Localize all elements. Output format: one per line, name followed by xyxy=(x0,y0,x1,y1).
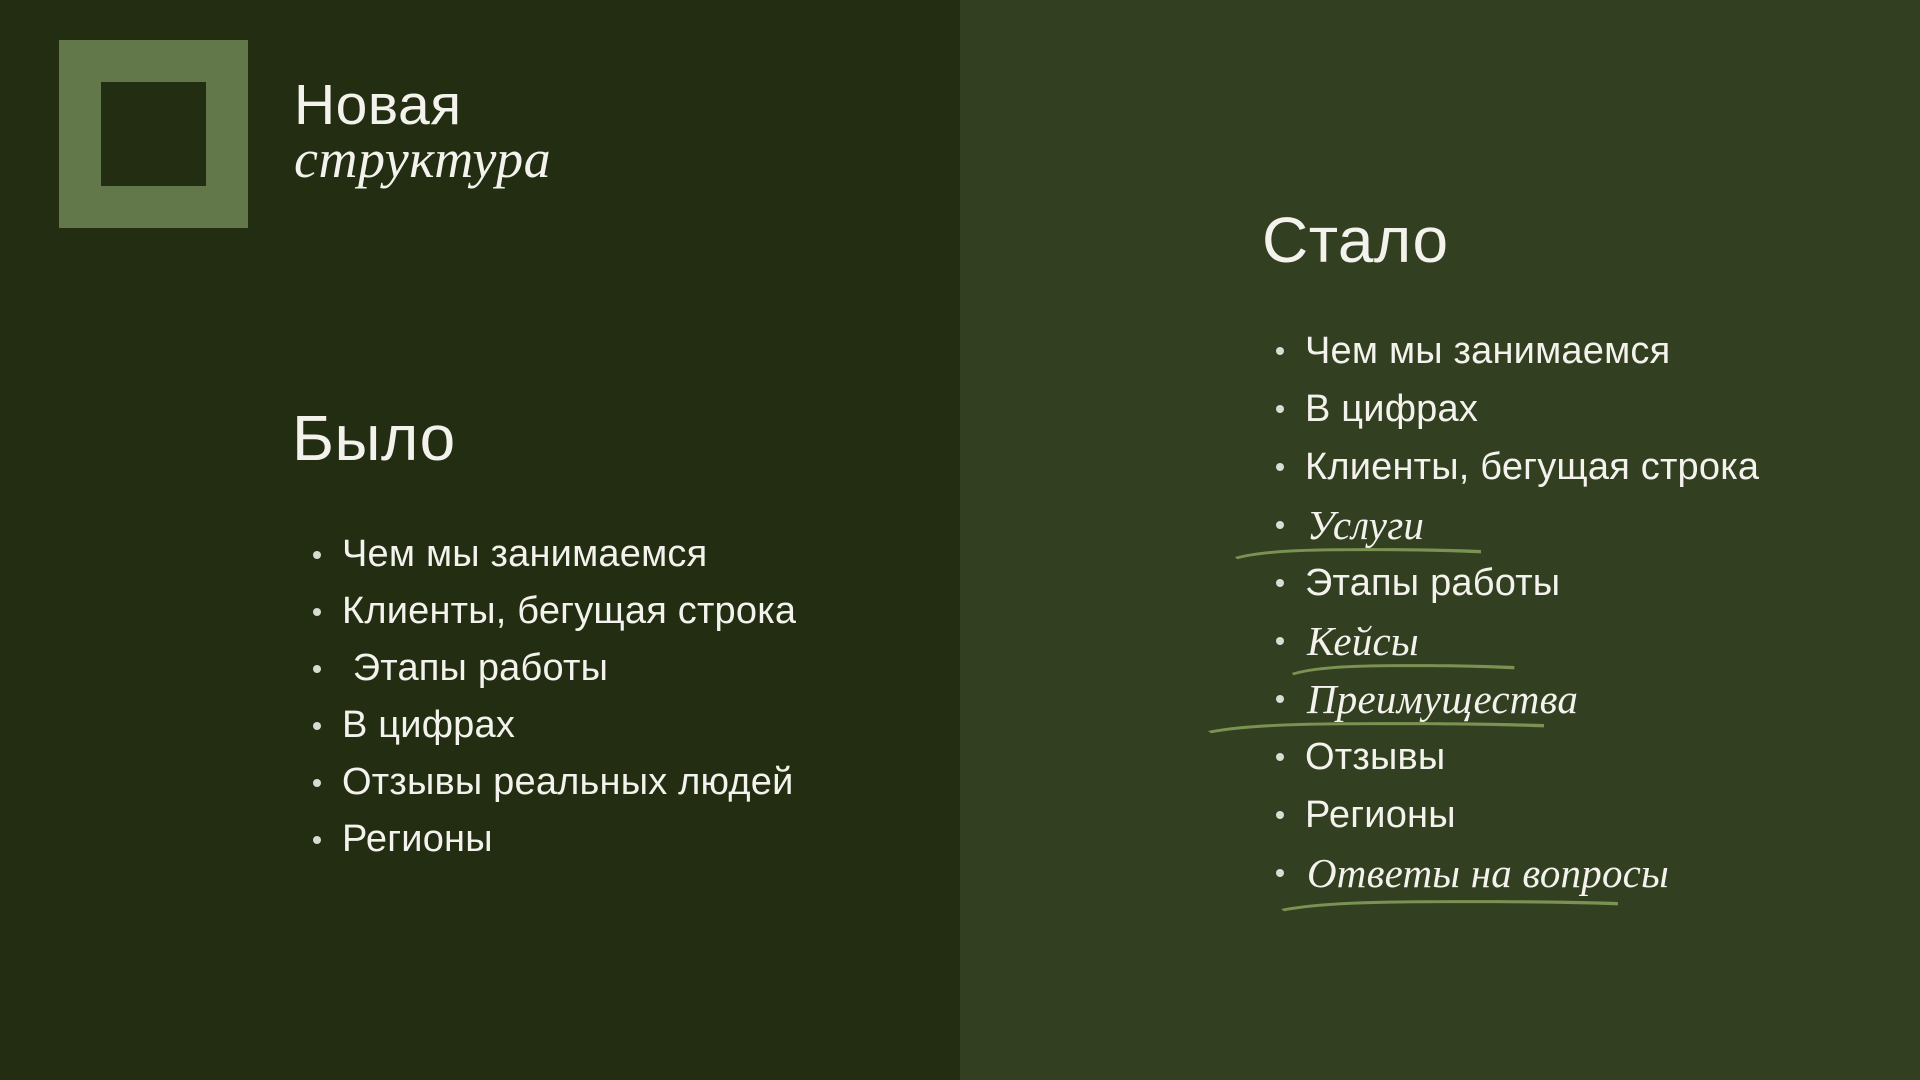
list-item xyxy=(1276,728,1759,786)
list-item xyxy=(1276,380,1759,438)
bullet-icon xyxy=(1276,579,1284,587)
list-item-label: Клиенты, бегущая строка xyxy=(342,590,797,632)
logo-mark xyxy=(59,40,248,228)
list-item-label: Этапы работы xyxy=(1305,561,1561,604)
list-item-label: В цифрах xyxy=(342,704,516,746)
list-item xyxy=(1276,554,1759,612)
logo-inner-square-icon xyxy=(101,82,206,186)
list-item-label: Клиенты, бегущая строка xyxy=(1305,445,1760,488)
bullet-icon xyxy=(313,665,321,673)
list-item-label: Услуги xyxy=(1307,502,1425,548)
list-item xyxy=(1276,786,1759,844)
list-item-label: Регионы xyxy=(1305,793,1456,836)
list-item xyxy=(313,583,796,640)
list-item-label: Кейсы xyxy=(1307,618,1419,664)
list-item-label: Регионы xyxy=(342,818,493,860)
bullet-icon xyxy=(1276,405,1284,413)
bullet-icon xyxy=(313,608,321,616)
list-item xyxy=(1276,612,1759,670)
bullet-icon xyxy=(313,779,321,787)
list-item xyxy=(313,526,796,583)
bullet-icon xyxy=(1276,463,1284,471)
now-heading: Стало xyxy=(1262,204,1449,276)
list-item-label: Этапы работы xyxy=(342,647,609,689)
list-item-label: Отзывы xyxy=(1305,735,1446,778)
slide-title-line-1: Новая xyxy=(294,73,462,137)
list-item xyxy=(313,811,796,868)
bullet-icon xyxy=(1276,521,1284,529)
list-item-label: Чем мы занимаемся xyxy=(1305,329,1671,372)
list-item-label: Отзывы реальных людей xyxy=(342,761,794,803)
list-item xyxy=(313,754,796,811)
was-list xyxy=(313,526,796,868)
bullet-icon xyxy=(313,551,321,559)
bullet-icon xyxy=(313,722,321,730)
list-item-label: Чем мы занимаемся xyxy=(342,533,708,575)
bullet-icon xyxy=(1276,811,1284,819)
list-item xyxy=(1276,322,1759,380)
was-heading: Было xyxy=(292,402,456,474)
list-item xyxy=(1276,496,1759,554)
bullet-icon xyxy=(1276,869,1284,877)
bullet-icon xyxy=(1276,637,1284,645)
list-item xyxy=(1276,844,1759,902)
list-item-label: Преимущества xyxy=(1307,676,1579,722)
list-item xyxy=(313,697,796,754)
list-item xyxy=(313,640,796,697)
bullet-icon xyxy=(1276,347,1284,355)
list-item-label: Ответы на вопросы xyxy=(1307,850,1670,896)
list-item xyxy=(1276,438,1759,496)
highlight-underline xyxy=(1277,896,1622,912)
slide-title xyxy=(294,73,552,189)
bullet-icon xyxy=(1276,753,1284,761)
bullet-icon xyxy=(313,836,321,844)
slide-title-line-2: структура xyxy=(294,129,552,189)
list-item xyxy=(1276,670,1759,728)
bullet-icon xyxy=(1276,695,1284,703)
now-list xyxy=(1276,322,1759,902)
list-item-label: В цифрах xyxy=(1305,387,1479,430)
